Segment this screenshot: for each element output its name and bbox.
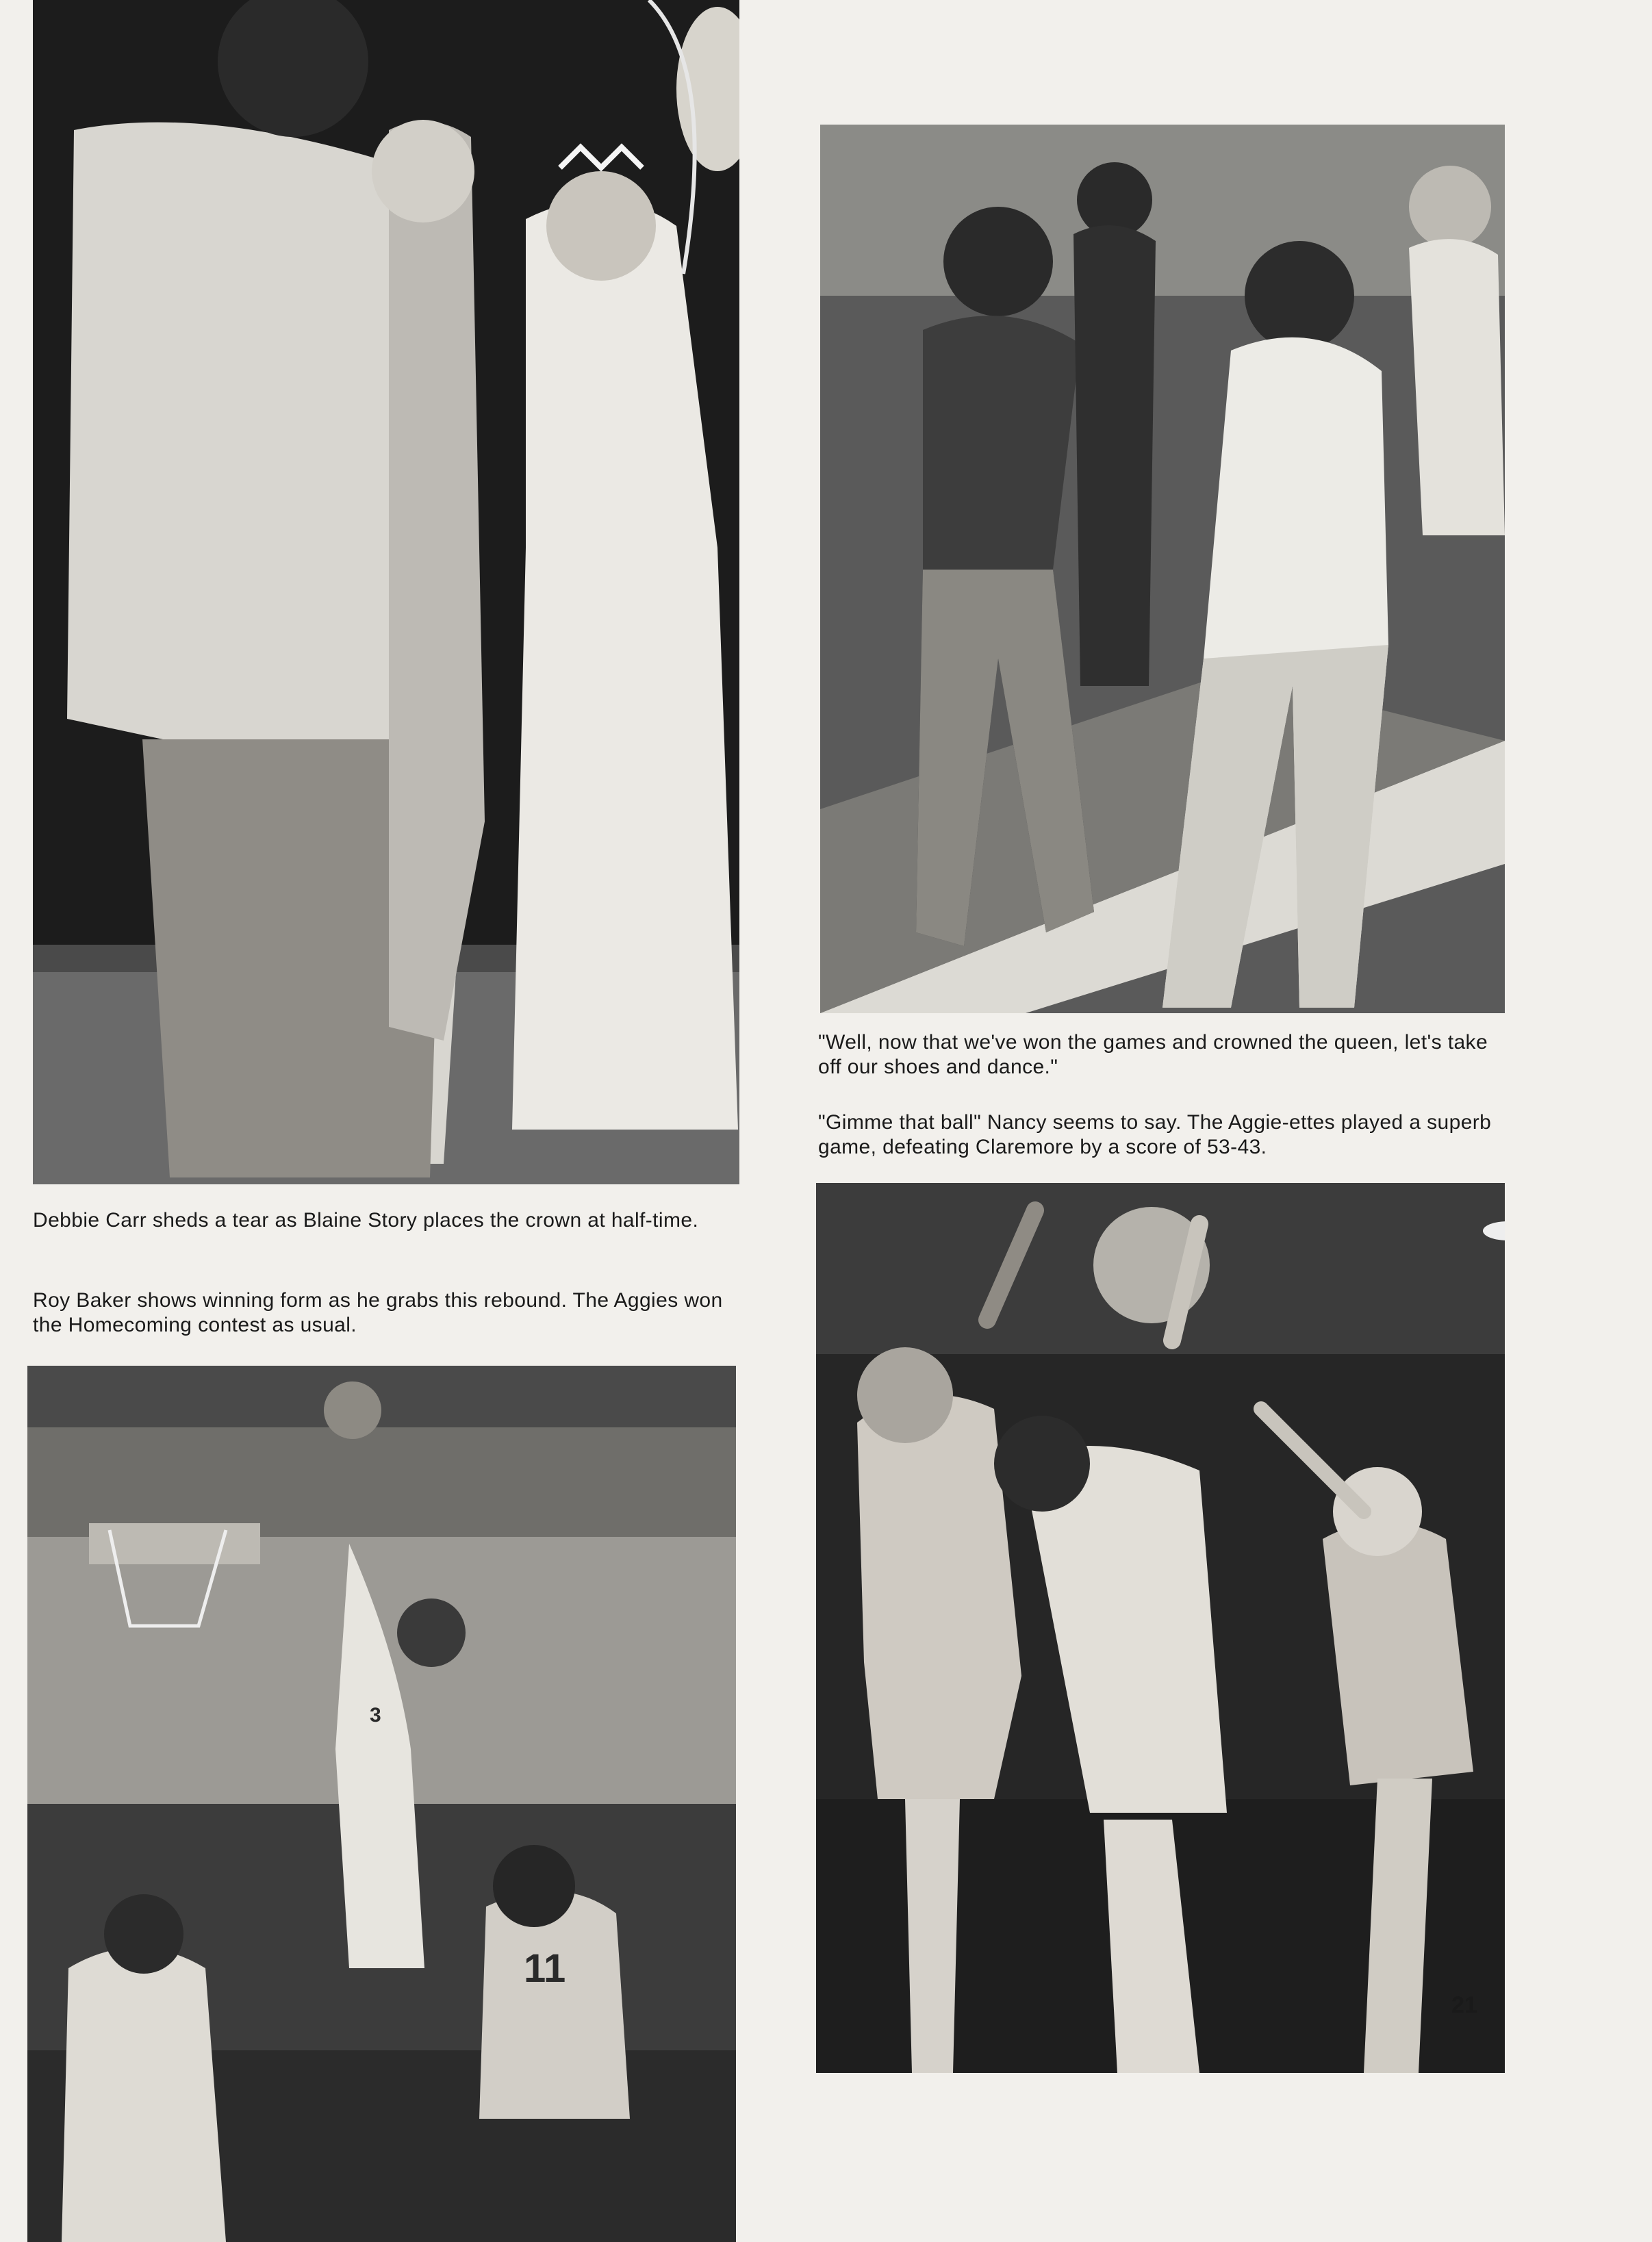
photo-girls-game (816, 1183, 1505, 2073)
photo-rebound (27, 1366, 736, 2242)
jersey-number-b: 11 (524, 1946, 566, 1991)
caption-girls-game: "Gimme that ball" Nancy seems to say. The Aggie-ettes played a superb game, defeating Claremore by a score of 53-43. (818, 1111, 1492, 1158)
photo-crowning (33, 0, 739, 1184)
caption-rebound: Roy Baker shows winning form as he grabs this rebound. The Aggies won the Homecoming contest as usual. (33, 1289, 723, 1336)
photo-dance (820, 125, 1505, 1013)
crowning-image (33, 0, 739, 1184)
caption-dance: "Well, now that we've won the games and crowned the queen, let's take off our shoes and dance." (818, 1031, 1488, 1078)
jersey-number-a: 3 (370, 1704, 381, 1727)
page-number: 21 (1451, 1992, 1477, 2018)
caption-crowning: Debbie Carr sheds a tear as Blaine Story places the crown at half-time. (33, 1209, 699, 1232)
rebound-image (27, 1366, 736, 2242)
dance-image (820, 125, 1505, 1013)
girls-game-image (816, 1183, 1505, 2073)
